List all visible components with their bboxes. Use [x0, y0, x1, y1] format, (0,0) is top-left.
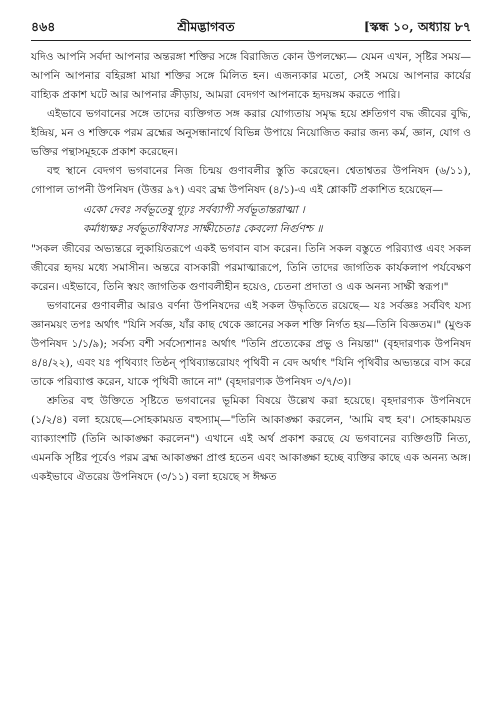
- paragraph: [31, 392, 471, 487]
- text-line: যদিও আপনি সর্বদা আপনার অন্তরঙ্গা শক্তির সঙ্গে বিরাজিত কোন উপলক্ষ্যে—: [31, 51, 361, 63]
- verse-line: একো দেবঃ সর্বভূতেষু গূঢ়ঃ সর্বব্যাপী সর্বভূতান্তরাত্মা ।: [83, 204, 305, 216]
- running-header: [31, 19, 471, 37]
- text-line: বৃহদারণ্যক উপনিষদে (১/২/৪) বলা হয়েছে—সোহকাময়ত বহুস্যাম্—"তিনি: [31, 395, 471, 426]
- text-line: পৃথিবীর অভ্যন্তরে বাস করে তাকে পরিব্যাপ্ত করেন, যাকে পৃথিবী জানে না": [31, 357, 471, 388]
- text-line: আকাঙ্ক্ষা করলেন, 'আমি বহু হব'। সোহকাময়ত ব্যাক্যাংশটি (তিনি আকাঙ্ক্ষা: [31, 414, 471, 445]
- text-line: সকল শক্তি নির্গত হয়—তিনি বিজ্ঞতম।" (মুণ্ডক উপনিষদ ১/১/৯); সর্বস্য বশী: [31, 319, 471, 350]
- text-line: বস্তুতে পরিব্যাপ্ত এবং সকল জীবের হৃদয় মধ্যে সমাসীন। অন্তরে বাসকারী: [31, 243, 472, 274]
- book-page: [31, 19, 471, 487]
- verse-line: কর্মাধ্যক্ষঃ সর্বভূতাধিবাসঃ সাক্ষীচেতাঃ কেবলো নির্গুণশ্চ ॥: [83, 223, 323, 235]
- text-line: করেছেন।: [139, 146, 178, 158]
- text-line: (বৃহদারণ্যক উপনিষদ ৩/৭/৩)।: [225, 376, 352, 388]
- paragraph: [31, 297, 471, 392]
- page-number: ৪৬৪: [31, 19, 56, 34]
- text-line: ভগবানের গুণাবলীর আরও বর্ণনা উপনিষদের এই সকল উদ্ধৃতিতে রয়েছে—: [47, 300, 375, 312]
- header-rule: [31, 40, 471, 41]
- text-line: এক অনন্য অঙ্গ। একইভাবে ঐতরেয় উপনিষদে (৩/১১) বলা হয়েছে স ঈক্ষত: [31, 452, 471, 483]
- page-body: [31, 48, 471, 487]
- text-line: করলেন") এখানে এই অর্থ প্রকাশ করছে যে ভগবানের ব্যক্তিগুটি নিত্য, এমনকি: [31, 433, 471, 464]
- text-line: উপনিষদ (৬/১১), গোপাল তাপনী উপনিষদ (উত্তর ৯৭) এবং ব্রহ্ম উপনিষদ: [31, 165, 471, 196]
- paragraph: [31, 105, 471, 162]
- text-line: শ্রুতিগণ বদ্ধ জীবের বুদ্ধি, ইন্দ্রিয়, মন ও শক্তিকে পরম ব্রহ্মের অনুসন্ধানার্থে বিভিন্ন: [31, 108, 471, 139]
- paragraph: [31, 162, 471, 200]
- text-line: শ্রুতির বহু উক্তিতে সৃষ্টিতে ভগবানের ভূমিকা বিষয়ে উল্লেখ করা হয়েছে।: [47, 395, 382, 407]
- running-title: শ্রীমদ্ভাগবত: [177, 19, 235, 34]
- text-line: সৃষ্টির পূর্বেও পরম ব্রহ্ম আকাঙ্ক্ষা প্রাপ্ত হতেন এবং আকাঙ্ক্ষা হচ্ছে ব্যক্তির কাছে: [65, 452, 404, 464]
- text-line: উপায়ে নিয়োজিত করার জন্য কর্ম, জ্ঞান, যোগ ও ভক্তির পন্থাসমূহকে প্রকাশ: [31, 127, 471, 158]
- text-line: তিনি স্বয়ং জাগতিক গুণাবলীহীন হয়েও, চেতনা প্রদাতা ও এক অনন্য সাক্ষী: [103, 281, 419, 293]
- text-line: (৪/১)-এ এই শ্লোকটি প্রকাশিত হয়েছেন—: [268, 184, 443, 196]
- chapter-reference: [স্কন্ধ ১০, অধ্যায় ৮৭: [363, 19, 471, 34]
- text-line: যঃ সর্বজ্ঞঃ সর্ববিৎ যস্য জ্ঞানময়ং তপঃ অর্থাৎ "যিনি সর্বজ্ঞ, যাঁর কাছ থেকে জ্ঞানের: [31, 300, 471, 331]
- paragraph: [31, 48, 471, 105]
- text-line: পরমাত্মারূপে, তিনি তাদের জাগতিক কার্যকলাপ পর্যবেক্ষণ করেন। এইভাবে,: [31, 262, 471, 293]
- text-line: আপনার ক্রীড়ায়, আমরা বেদগণ আপনাকে হৃদয়ঙ্গম করতে পারি।: [131, 89, 401, 101]
- paragraph: [31, 240, 471, 297]
- text-line: হন। এজন্যকার মতো, সেই সময়ে আপনার কার্যের বাহ্যিক প্রকাশ ঘটে আর: [31, 70, 472, 101]
- text-line: যেমন এখন, সৃষ্টির সময়—আপনি আপনার বহিরঙ্গা মায়া শক্তির সঙ্গে মিলিত: [31, 51, 471, 82]
- text-line: বহু স্থানে বেদগণ ভগবানের নিজ চিন্ময় গুণাবলীর স্তুতি করেছেন। শ্বেতাশ্বতর: [47, 165, 393, 177]
- text-line: এইভাবে ভগবানের সঙ্গে তাদের ব্যক্তিগত সঙ্গ করার যোগ্যতায় সমৃদ্ধ হয়ে: [47, 108, 362, 120]
- sanskrit-verse: [31, 201, 471, 239]
- text-line: সর্বস্যেশানঃ অর্থাৎ "তিনি প্রত্যেকের প্রভু ও নিয়ন্তা" (বৃহদারণ্যক উপনিষদ: [158, 338, 471, 350]
- text-line: স্বরূপ।": [418, 281, 449, 293]
- text-line: ৪/৪/২২), এবং যঃ পৃথিব্যাং তিষ্ঠন্ পৃথিব্যান্তরোযং পৃথিবী ন বেদ অর্থাৎ "যিনি: [31, 357, 358, 369]
- text-line: "সকল জীবের অভ্যন্তরে লুকায়িতরূপে একই ভগবান বাস করেন। তিনি সকল: [31, 243, 356, 255]
